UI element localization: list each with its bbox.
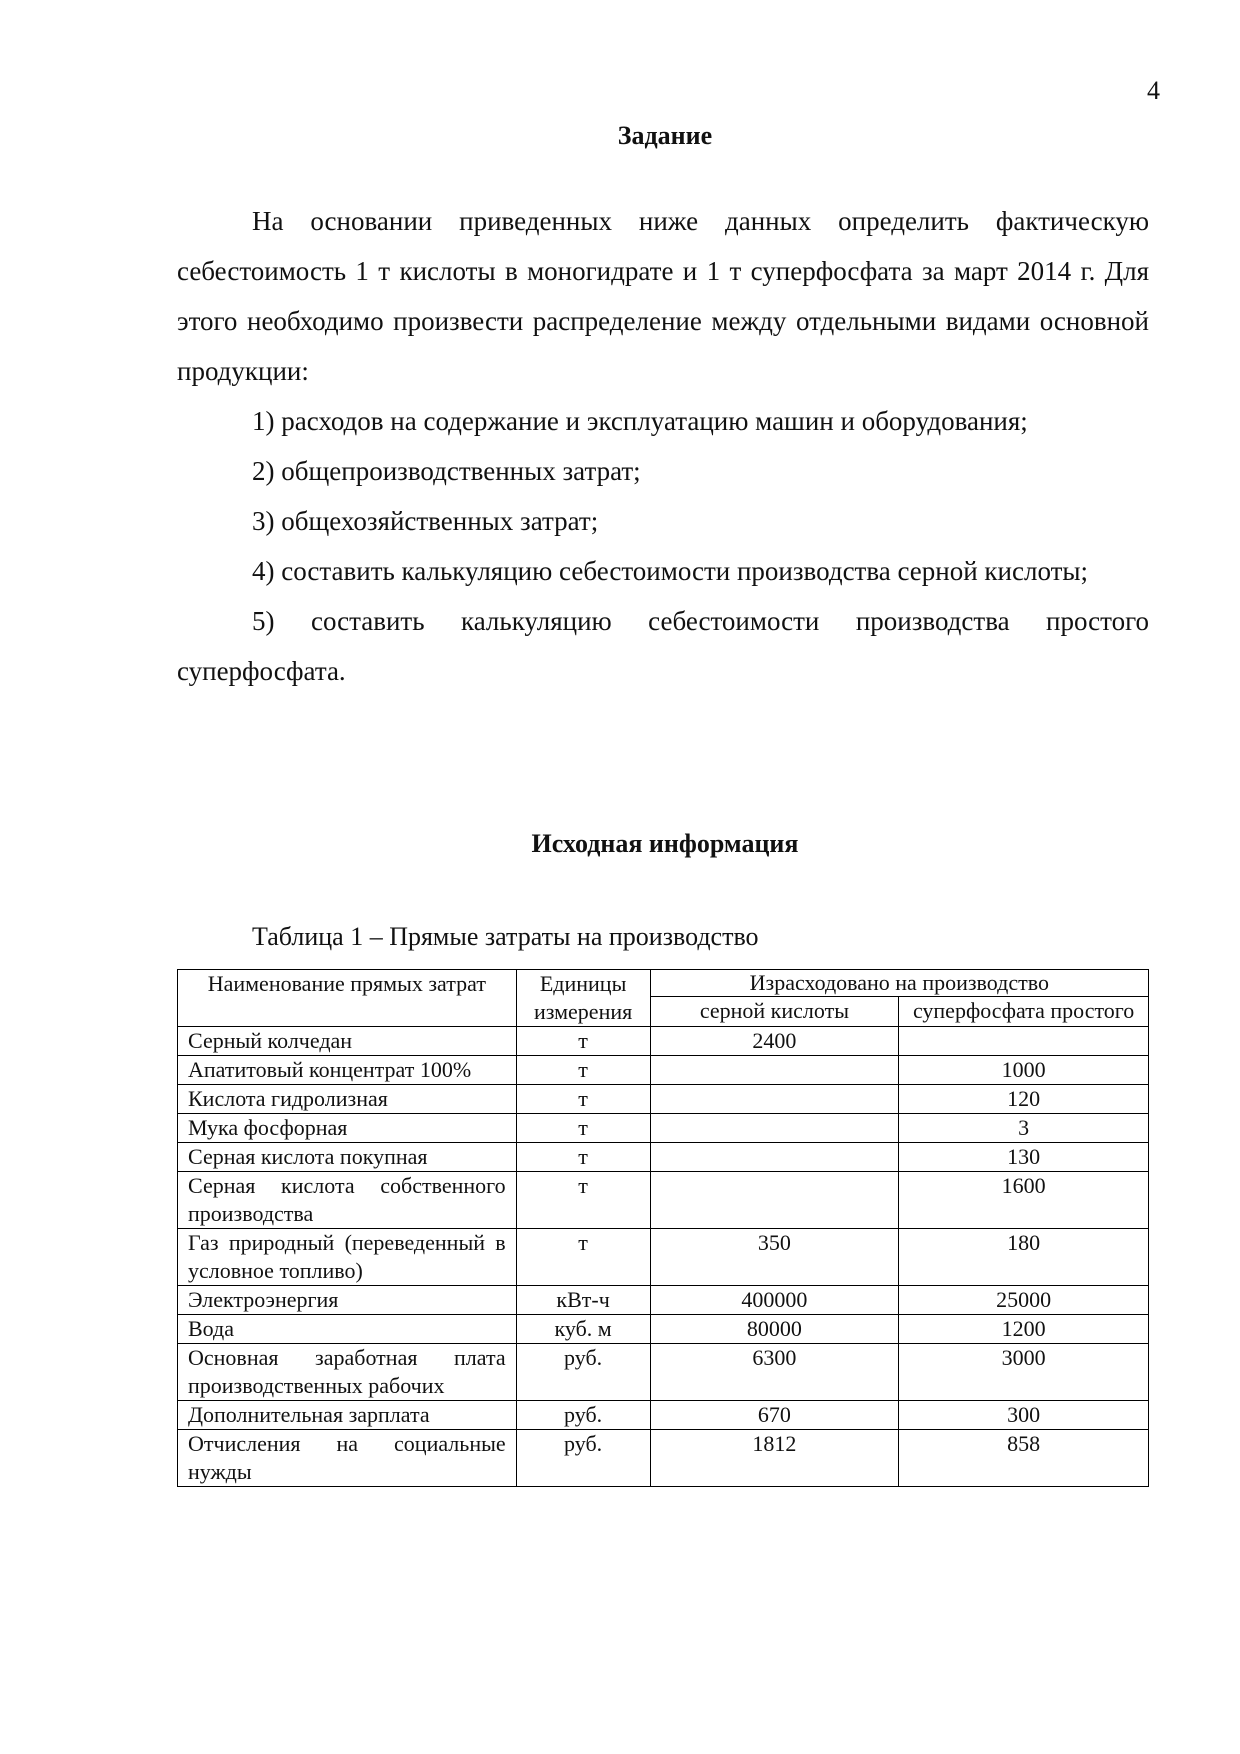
table-row bbox=[178, 1027, 1149, 1056]
table-row bbox=[178, 1286, 1149, 1315]
header-unit: Единицы измерения bbox=[516, 970, 650, 1027]
header-superphosphate: суперфосфата простого bbox=[899, 997, 1149, 1027]
source-heading: Исходная информация bbox=[531, 829, 799, 858]
unit-cell: кВт-ч bbox=[516, 1286, 650, 1315]
table-row bbox=[178, 1401, 1149, 1430]
table-row bbox=[178, 1114, 1149, 1143]
cost-name-cell: Дополнительная зарплата bbox=[178, 1401, 517, 1430]
superphosphate-cell: 1000 bbox=[899, 1056, 1149, 1085]
sulfuric-acid-cell bbox=[650, 1143, 899, 1172]
sulfuric-acid-cell bbox=[650, 1085, 899, 1114]
table-row bbox=[178, 1172, 1149, 1229]
task-item-5: 5) составить калькуляцию себестоимости производства простого суперфосфата. bbox=[177, 606, 1149, 686]
sulfuric-acid-cell: 6300 bbox=[650, 1344, 899, 1401]
superphosphate-cell: 180 bbox=[899, 1229, 1149, 1286]
page-number: 4 bbox=[1147, 76, 1160, 105]
table-row bbox=[178, 1056, 1149, 1085]
header-sulfuric-acid: серной кислоты bbox=[650, 997, 899, 1027]
table-row bbox=[178, 1344, 1149, 1401]
unit-cell: т bbox=[516, 1172, 650, 1229]
task-text bbox=[177, 196, 1149, 696]
unit-cell: т bbox=[516, 1085, 650, 1114]
superphosphate-cell: 130 bbox=[899, 1143, 1149, 1172]
sulfuric-acid-cell bbox=[650, 1172, 899, 1229]
cost-name-cell: Основная заработная плата производственных рабочих bbox=[178, 1344, 517, 1401]
task-item-1: 1) расходов на содержание и эксплуатацию машин и оборудования; bbox=[252, 406, 1028, 436]
unit-cell: т bbox=[516, 1114, 650, 1143]
task-intro-paragraph: На основании приведенных ниже данных определить фактическую себестоимость 1 т кислоты в моногидрате и 1 т суперфосфата за март 2014 г. Для этого необходимо произвести распределение между отдельными видами основной продукции: bbox=[177, 206, 1149, 386]
sulfuric-acid-cell: 1812 bbox=[650, 1430, 899, 1487]
cost-name-cell: Мука фосфорная bbox=[178, 1114, 517, 1143]
superphosphate-cell: 858 bbox=[899, 1430, 1149, 1487]
unit-cell: руб. bbox=[516, 1430, 650, 1487]
sulfuric-acid-cell bbox=[650, 1114, 899, 1143]
superphosphate-cell bbox=[899, 1027, 1149, 1056]
table-body bbox=[178, 1027, 1149, 1487]
table-row bbox=[178, 1229, 1149, 1286]
cost-name-cell: Серный колчедан bbox=[178, 1027, 517, 1056]
sulfuric-acid-cell: 350 bbox=[650, 1229, 899, 1286]
unit-cell: т bbox=[516, 1143, 650, 1172]
cost-name-cell: Газ природный (переведенный в условное топливо) bbox=[178, 1229, 517, 1286]
cost-name-cell: Вода bbox=[178, 1315, 517, 1344]
task-item-3: 3) общехозяйственных затрат; bbox=[252, 506, 599, 536]
superphosphate-cell: 1600 bbox=[899, 1172, 1149, 1229]
superphosphate-cell: 1200 bbox=[899, 1315, 1149, 1344]
unit-cell: т bbox=[516, 1027, 650, 1056]
table-row bbox=[178, 1315, 1149, 1344]
task-item-4: 4) составить калькуляцию себестоимости производства серной кислоты; bbox=[252, 556, 1089, 586]
sulfuric-acid-cell: 80000 bbox=[650, 1315, 899, 1344]
unit-cell: руб. bbox=[516, 1344, 650, 1401]
unit-cell: т bbox=[516, 1056, 650, 1085]
direct-costs-table bbox=[177, 969, 1149, 1487]
table-caption: Таблица 1 – Прямые затраты на производство bbox=[252, 922, 759, 951]
task-item-2: 2) общепроизводственных затрат; bbox=[252, 456, 641, 486]
table-row bbox=[178, 1430, 1149, 1487]
superphosphate-cell: 300 bbox=[899, 1401, 1149, 1430]
cost-name-cell: Отчисления на социальные нужды bbox=[178, 1430, 517, 1487]
cost-name-cell: Серная кислота покупная bbox=[178, 1143, 517, 1172]
sulfuric-acid-cell: 2400 bbox=[650, 1027, 899, 1056]
unit-cell: куб. м bbox=[516, 1315, 650, 1344]
sulfuric-acid-cell: 400000 bbox=[650, 1286, 899, 1315]
header-cost-name: Наименование прямых затрат bbox=[178, 970, 517, 1027]
task-heading: Задание bbox=[617, 121, 713, 150]
cost-name-cell: Апатитовый концентрат 100% bbox=[178, 1056, 517, 1085]
table-row bbox=[178, 1085, 1149, 1114]
superphosphate-cell: 3 bbox=[899, 1114, 1149, 1143]
header-spent: Израсходовано на производство bbox=[650, 970, 1148, 997]
sulfuric-acid-cell: 670 bbox=[650, 1401, 899, 1430]
cost-name-cell: Серная кислота собственного производства bbox=[178, 1172, 517, 1229]
cost-name-cell: Кислота гидролизная bbox=[178, 1085, 517, 1114]
cost-name-cell: Электроэнергия bbox=[178, 1286, 517, 1315]
superphosphate-cell: 25000 bbox=[899, 1286, 1149, 1315]
superphosphate-cell: 120 bbox=[899, 1085, 1149, 1114]
table-row bbox=[178, 1143, 1149, 1172]
superphosphate-cell: 3000 bbox=[899, 1344, 1149, 1401]
sulfuric-acid-cell bbox=[650, 1056, 899, 1085]
unit-cell: руб. bbox=[516, 1401, 650, 1430]
unit-cell: т bbox=[516, 1229, 650, 1286]
